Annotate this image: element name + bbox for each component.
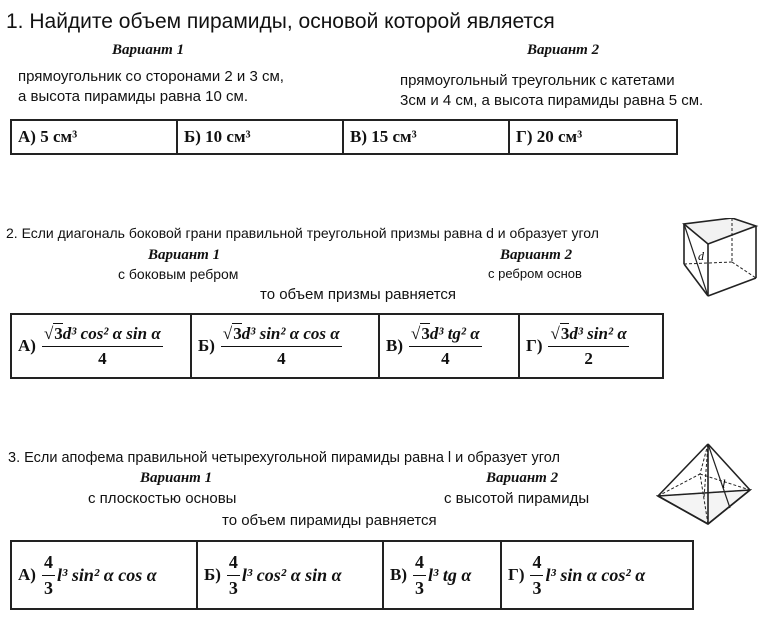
q1-variant2-line2: 3см и 4 см, а высота пирамиды равна 5 см. xyxy=(400,92,704,109)
q1-answer-a[interactable]: А) 5 см³ xyxy=(12,121,178,153)
q2-title: 2. Если диагональ боковой грани правильной треугольной призмы равна d и образует угол xyxy=(6,225,599,241)
q3-variant2-text: с высотой пирамиды xyxy=(444,490,590,507)
q3-answer-a-fraction: $\frac{4}{3}$ xyxy=(43,551,53,598)
q1-answer-d[interactable]: Г) 20 см³ xyxy=(516,127,583,146)
q2-answer-d-label: Г) xyxy=(526,336,543,355)
q2-answer-c-fraction: $\frac{\text{√3d³ tg² α}}{4}$ xyxy=(411,323,480,368)
q3-answer-d-label: Г) xyxy=(508,565,525,584)
q3-answer-c-expr: l³ tg α xyxy=(428,564,472,585)
q1-answer-c[interactable]: В) 15 см³ xyxy=(344,121,510,153)
q2-answer-table xyxy=(10,313,664,379)
q3-answer-a-expr: l³ sin² α cos α xyxy=(56,564,157,585)
prism-label-d: d xyxy=(698,249,704,263)
q1-variant1-line2: а высота пирамиды равна 10 см. xyxy=(18,88,249,105)
q2-answer-d-fraction: $\frac{\text{√3d³ sin² α}}{2}$ xyxy=(550,323,627,368)
q3-answer-b-label: Б) xyxy=(204,565,221,584)
q3-answer-c[interactable] xyxy=(384,542,502,608)
q1-variant2-label: Вариант 2 xyxy=(527,42,600,58)
q2-answer-a[interactable] xyxy=(12,315,192,377)
q3-answer-a[interactable] xyxy=(12,542,198,608)
q3-answer-c-label: В) xyxy=(390,565,407,584)
q3-answer-c-fraction: $\frac{4}{3}$ xyxy=(415,551,424,598)
pyramid-figure xyxy=(656,440,752,532)
q1-variant2-line1: прямоугольный треугольник с катетами xyxy=(400,72,675,89)
q1-variant1-line1: прямоугольник со сторонами 2 и 3 см, xyxy=(18,68,284,85)
q2-answer-c-label: В) xyxy=(386,336,403,355)
q3-answer-b-expr: l³ cos² α sin α xyxy=(241,564,342,585)
q3-answer-table xyxy=(10,540,694,610)
q3-answer-d[interactable] xyxy=(502,542,692,608)
q2-variant2-text: с ребром основ xyxy=(488,266,582,281)
q2-answer-b-label: Б) xyxy=(198,336,215,355)
q3-conclusion: то объем пирамиды равняется xyxy=(222,512,437,529)
q2-answer-d[interactable] xyxy=(520,315,662,377)
q2-answer-b-fraction: $\frac{\text{√3d³ sin² α cos α}}{4}$ xyxy=(222,323,340,368)
q2-conclusion: то объем призмы равняется xyxy=(260,286,457,303)
prism-figure xyxy=(680,218,760,300)
q3-answer-b[interactable] xyxy=(198,542,384,608)
q2-variant1-text: с боковым ребром xyxy=(118,266,239,282)
q2-answer-b[interactable] xyxy=(192,315,380,377)
pyramid-label-l: l xyxy=(722,476,726,491)
q1-answer-b[interactable]: Б) 10 см³ xyxy=(178,121,344,153)
q3-answer-a-label: А) xyxy=(18,565,36,584)
q3-variant1-label: Вариант 1 xyxy=(140,470,213,486)
q3-variant1-text: с плоскостью основы xyxy=(88,490,237,507)
q1-title: 1. Найдите объем пирамиды, основой которой является xyxy=(6,10,555,33)
q3-title: 3. Если апофема правильной четырехугольной пирамиды равна l и образует угол xyxy=(8,450,560,466)
q3-answer-b-fraction: $\frac{4}{3}$ xyxy=(228,551,238,598)
q2-variant2-label: Вариант 2 xyxy=(500,247,573,263)
q3-answer-d-expr: l³ sin α cos² α xyxy=(545,564,646,585)
q2-answer-a-fraction: $\frac{\text{√3d³ cos² α sin α}}{4}$ xyxy=(43,323,161,368)
q3-answer-d-fraction: $\frac{4}{3}$ xyxy=(532,551,542,598)
q2-answer-c[interactable] xyxy=(380,315,520,377)
q1-answer-table xyxy=(10,119,678,155)
q2-answer-a-label: А) xyxy=(18,336,36,355)
q2-variant1-label: Вариант 1 xyxy=(148,247,221,263)
q3-variant2-label: Вариант 2 xyxy=(486,470,559,486)
q1-variant1-label: Вариант 1 xyxy=(112,42,185,58)
